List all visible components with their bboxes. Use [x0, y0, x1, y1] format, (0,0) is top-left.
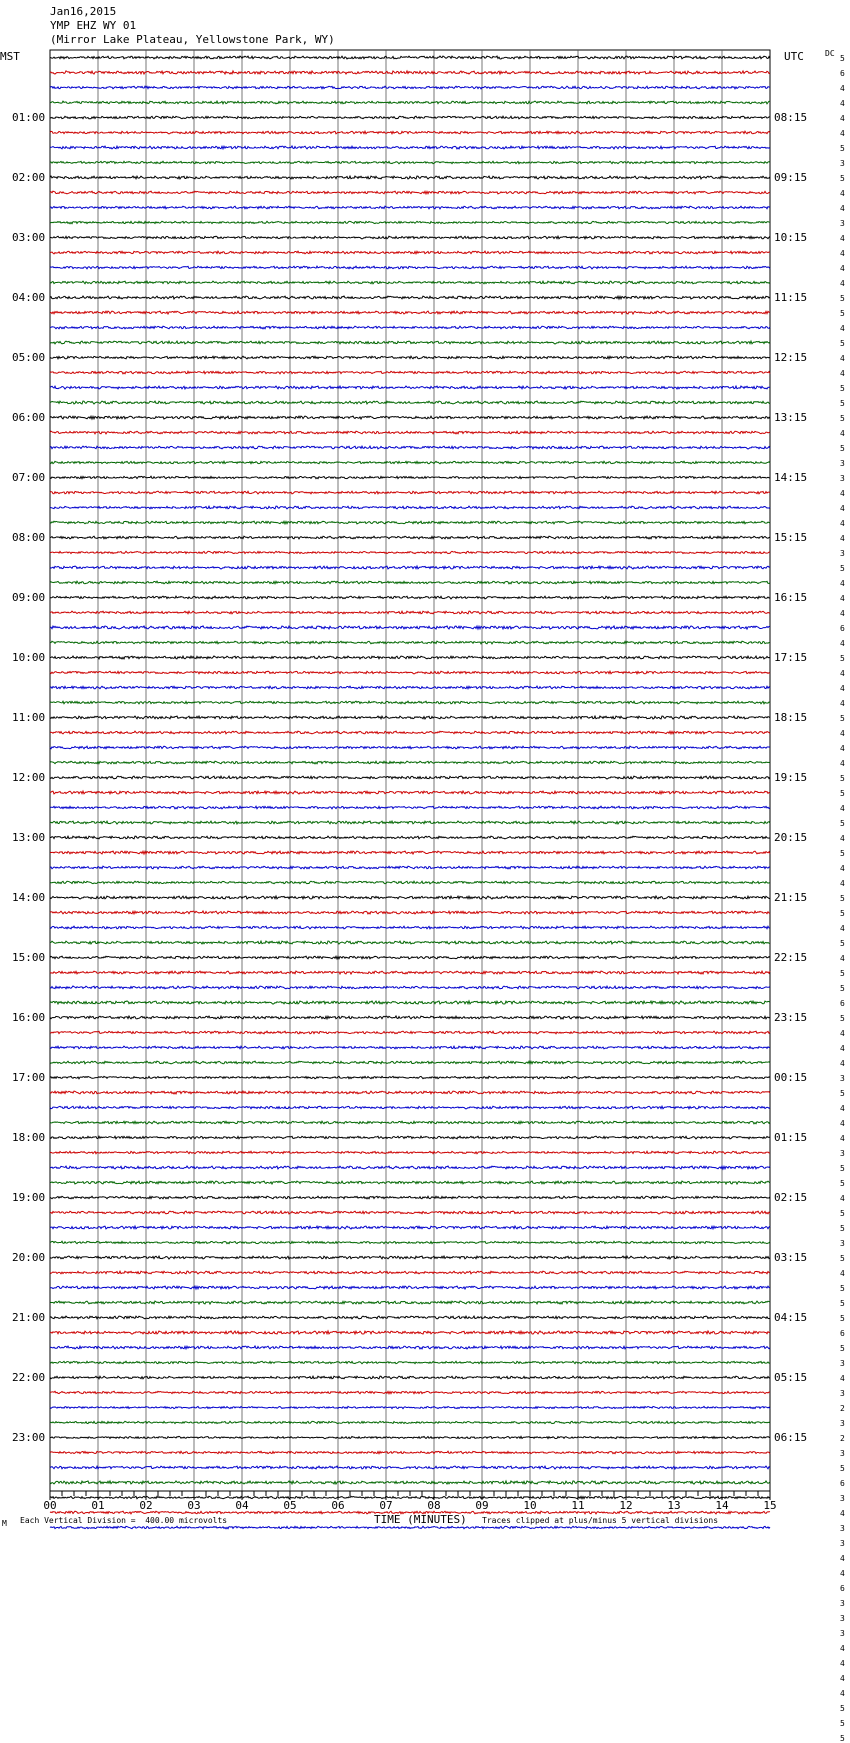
- dc-offset-value: 5: [840, 1163, 845, 1173]
- right-hour-label: 17:15: [774, 650, 808, 664]
- seismic-trace: [50, 686, 770, 689]
- seismic-trace: [50, 971, 770, 974]
- station-location: (Mirror Lake Plateau, Yellowstone Park, WY): [50, 33, 335, 46]
- seismic-trace: [50, 1151, 770, 1154]
- x-tick-label: 09: [475, 1499, 489, 1512]
- seismic-trace: [50, 551, 770, 553]
- dc-offset-value: 3: [840, 1148, 845, 1158]
- dc-offset-value: 3: [840, 473, 845, 483]
- dc-offset-value: 6: [840, 623, 845, 633]
- seismic-trace: [50, 56, 770, 59]
- dc-offset-value: 4: [840, 1658, 845, 1668]
- seismic-trace: [50, 656, 770, 659]
- dc-offset-value: 5: [840, 1283, 845, 1293]
- dc-offset-value: 5: [840, 1343, 845, 1353]
- dc-offset-value: 4: [840, 833, 845, 843]
- dc-offset-value: 3: [840, 218, 845, 228]
- seismic-trace: [50, 461, 770, 464]
- seismic-trace: [50, 1031, 770, 1034]
- right-hour-label: 14:15: [774, 470, 808, 484]
- dc-offset-value: 3: [840, 1613, 845, 1623]
- seismic-trace: [50, 1076, 770, 1078]
- seismic-trace: [50, 491, 770, 494]
- x-tick-label: 02: [139, 1499, 153, 1512]
- seismic-trace: [50, 1421, 770, 1423]
- dc-offset-value: 4: [840, 638, 845, 648]
- seismic-trace: [50, 1256, 770, 1259]
- dc-offset-value: 5: [840, 1718, 845, 1728]
- dc-offset-value: 5: [840, 398, 845, 408]
- dc-offset-value: 6: [840, 1583, 845, 1593]
- right-hour-label: 00:15: [774, 1070, 808, 1084]
- right-hour-label: 18:15: [774, 710, 808, 724]
- dc-offset-value: 3: [840, 1523, 845, 1533]
- dc-offset-value: 3: [840, 1448, 845, 1458]
- dc-offset-value: 5: [840, 338, 845, 348]
- dc-offset-value: 5: [840, 908, 845, 918]
- seismic-trace: [50, 401, 770, 404]
- dc-offset-value: 3: [840, 458, 845, 468]
- dc-offset-value: 5: [840, 413, 845, 423]
- right-hour-label: 20:15: [774, 830, 808, 844]
- seismic-trace: [50, 1451, 770, 1453]
- dc-offset-value: 4: [840, 608, 845, 618]
- seismic-trace: [50, 71, 770, 74]
- right-hour-label: 08:15: [774, 110, 808, 124]
- right-hour-label: 22:15: [774, 950, 808, 964]
- left-hour-label: 08:00: [12, 530, 46, 544]
- seismic-trace: [50, 1091, 770, 1094]
- dc-offset-value: 4: [840, 1553, 845, 1563]
- left-hour-label: 15:00: [12, 950, 46, 964]
- dc-offset-value: 3: [840, 1628, 845, 1638]
- dc-offset-value: 4: [840, 503, 845, 513]
- dc-offset-value: 5: [840, 443, 845, 453]
- seismic-trace: [50, 641, 770, 644]
- dc-offset-value: 5: [840, 1733, 845, 1743]
- dc-offset-value: 5: [840, 1013, 845, 1023]
- seismic-trace: [50, 221, 770, 224]
- seismic-trace: [50, 566, 770, 569]
- dc-offset-value: 5: [840, 938, 845, 948]
- seismic-trace: [50, 701, 770, 704]
- left-hour-label: 01:00: [12, 110, 46, 124]
- seismic-trace: [50, 821, 770, 824]
- seismic-trace: [50, 896, 770, 899]
- seismic-trace: [50, 131, 770, 134]
- seismic-trace: [50, 101, 770, 104]
- left-hour-label: 03:00: [12, 230, 46, 244]
- right-hour-label: 23:15: [774, 1010, 808, 1024]
- dc-offset-value: 4: [840, 368, 845, 378]
- seismic-trace: [50, 266, 770, 269]
- dc-offset-value: 6: [840, 998, 845, 1008]
- right-hour-label: 13:15: [774, 410, 808, 424]
- seismic-trace: [50, 956, 770, 959]
- seismic-trace: [50, 191, 770, 194]
- seismic-trace: [50, 761, 770, 764]
- dc-offset-value: 4: [840, 803, 845, 813]
- dc-offset-value: 2: [840, 1403, 845, 1413]
- record-date: Jan16,2015: [50, 5, 117, 18]
- seismic-trace: [50, 806, 770, 809]
- seismic-trace: [50, 731, 770, 734]
- x-axis-title: TIME (MINUTES): [374, 1513, 467, 1526]
- x-tick-label: 13: [667, 1499, 681, 1512]
- seismic-trace: [50, 926, 770, 929]
- dc-offset-value: 4: [840, 668, 845, 678]
- dc-offset-value: 4: [840, 698, 845, 708]
- x-tick-label: 05: [283, 1499, 297, 1512]
- right-timezone-label: UTC: [784, 50, 804, 63]
- dc-offset-value: 5: [840, 773, 845, 783]
- left-hour-label: 22:00: [12, 1370, 46, 1384]
- seismic-trace: [50, 311, 770, 314]
- seismic-trace: [50, 1226, 770, 1229]
- seismic-trace: [50, 356, 770, 359]
- seismic-trace: [50, 1241, 770, 1243]
- dc-offset-value: 4: [840, 263, 845, 273]
- dc-offset-value: 4: [840, 1673, 845, 1683]
- seismic-trace: [50, 1496, 770, 1499]
- dc-offset-value: 4: [840, 1193, 845, 1203]
- dc-offset-value: 4: [840, 323, 845, 333]
- seismic-trace: [50, 776, 770, 779]
- left-timezone-label: MST: [0, 50, 20, 63]
- dc-offset-value: 5: [840, 143, 845, 153]
- dc-offset-value: 4: [840, 593, 845, 603]
- seismic-trace: [50, 536, 770, 539]
- seismic-trace: [50, 1526, 770, 1529]
- seismic-trace: [50, 1436, 770, 1438]
- seismic-trace: [50, 626, 770, 629]
- dc-offset-value: 5: [840, 1178, 845, 1188]
- seismic-trace: [50, 446, 770, 449]
- right-hour-label: 03:15: [774, 1250, 808, 1264]
- dc-offset-value: 4: [840, 1133, 845, 1143]
- right-hour-label: 12:15: [774, 350, 808, 364]
- x-tick-label: 11: [571, 1499, 585, 1512]
- dc-offset-value: 3: [840, 1418, 845, 1428]
- dc-offset-value: 4: [840, 98, 845, 108]
- seismic-trace: [50, 146, 770, 149]
- left-hour-label: 10:00: [12, 650, 46, 664]
- dc-offset-value: 5: [840, 893, 845, 903]
- seismic-trace: [50, 791, 770, 794]
- dc-offset-value: 4: [840, 878, 845, 888]
- seismic-trace: [50, 1331, 770, 1334]
- seismic-trace: [50, 1286, 770, 1289]
- seismic-trace: [50, 386, 770, 389]
- right-hour-label: 19:15: [774, 770, 808, 784]
- seismic-trace: [50, 1391, 770, 1394]
- dc-offset-value: 5: [840, 563, 845, 573]
- seismic-trace: [50, 1196, 770, 1199]
- dc-offset-value: 4: [840, 1268, 845, 1278]
- dc-offset-value: 4: [840, 428, 845, 438]
- clip-note: Traces clipped at plus/minus 5 vertical divisions: [482, 1516, 719, 1525]
- dc-offset-value: 4: [840, 1103, 845, 1113]
- left-hour-label: 20:00: [12, 1250, 46, 1264]
- x-tick-label: 10: [523, 1499, 537, 1512]
- dc-offset-value: 3: [840, 1358, 845, 1368]
- seismic-trace: [50, 431, 770, 434]
- dc-offset-value: 4: [840, 518, 845, 528]
- station-code: YMP EHZ WY 01: [50, 19, 137, 32]
- dc-offset-value: 4: [840, 488, 845, 498]
- dc-offset-value: 4: [840, 1688, 845, 1698]
- dc-offset-value: 5: [840, 1313, 845, 1323]
- seismic-trace: [50, 416, 770, 419]
- left-hour-label: 23:00: [12, 1430, 46, 1444]
- seismic-trace: [50, 341, 770, 344]
- dc-offset-value: 4: [840, 1568, 845, 1578]
- seismic-trace: [50, 206, 770, 209]
- dc-offset-value: 4: [840, 203, 845, 213]
- dc-offset-value: 3: [840, 1493, 845, 1503]
- left-hour-label: 02:00: [12, 170, 46, 184]
- dc-offset-value: 5: [840, 1463, 845, 1473]
- seismic-trace: [50, 941, 770, 944]
- left-hour-label: 12:00: [12, 770, 46, 784]
- dc-offset-value: 4: [840, 248, 845, 258]
- dc-offset-value: 5: [840, 383, 845, 393]
- seismic-trace: [50, 1406, 770, 1408]
- seismic-trace: [50, 836, 770, 839]
- dc-offset-value: 3: [840, 548, 845, 558]
- dc-offset-value: 4: [840, 683, 845, 693]
- seismic-trace: [50, 1046, 770, 1049]
- seismic-trace: [50, 1121, 770, 1124]
- dc-offset-value: 3: [840, 1238, 845, 1248]
- right-hour-label: 01:15: [774, 1130, 808, 1144]
- seismic-trace: [50, 161, 770, 164]
- dc-offset-value: 4: [840, 83, 845, 93]
- x-tick-label: 08: [427, 1499, 441, 1512]
- left-hour-label: 09:00: [12, 590, 46, 604]
- left-hour-label: 14:00: [12, 890, 46, 904]
- dc-offset-value: 5: [840, 1703, 845, 1713]
- dc-offset-value: 4: [840, 728, 845, 738]
- dc-offset-value: 4: [840, 1043, 845, 1053]
- left-hour-label: 11:00: [12, 710, 46, 724]
- seismic-trace: [50, 521, 770, 524]
- seismic-trace: [50, 611, 770, 614]
- seismic-trace: [50, 1136, 770, 1139]
- dc-offset-value: 6: [840, 68, 845, 78]
- dc-offset-value: 3: [840, 1598, 845, 1608]
- seismic-trace: [50, 1361, 770, 1364]
- right-hour-label: 06:15: [774, 1430, 808, 1444]
- dc-offset-value: 4: [840, 743, 845, 753]
- seismic-trace: [50, 851, 770, 854]
- dc-offset-value: 4: [840, 758, 845, 768]
- seismic-trace: [50, 746, 770, 749]
- seismic-trace: [50, 671, 770, 674]
- right-hour-label: 15:15: [774, 530, 808, 544]
- corner-mark: M: [2, 1519, 7, 1528]
- x-tick-label: 12: [619, 1499, 633, 1512]
- right-hour-label: 02:15: [774, 1190, 808, 1204]
- dc-offset-value: 6: [840, 1478, 845, 1488]
- dc-offset-value: 3: [840, 1538, 845, 1548]
- dc-offset-value: 4: [840, 533, 845, 543]
- dc-offset-value: 5: [840, 173, 845, 183]
- right-hour-label: 11:15: [774, 290, 808, 304]
- dc-offset-value: 5: [840, 1298, 845, 1308]
- seismic-trace: [50, 1466, 770, 1469]
- seismic-trace: [50, 1481, 770, 1484]
- dc-offset-value: 4: [840, 353, 845, 363]
- seismic-trace: [50, 476, 770, 478]
- dc-offset-value: 5: [840, 293, 845, 303]
- seismic-trace: [50, 986, 770, 989]
- seismic-trace: [50, 281, 770, 284]
- scale-note: Each Vertical Division = 400.00 microvolts: [20, 1516, 228, 1525]
- right-hour-label: 09:15: [774, 170, 808, 184]
- dc-offset-value: 4: [840, 1058, 845, 1068]
- seismic-trace: [50, 1376, 770, 1379]
- dc-offset-value: 2: [840, 1433, 845, 1443]
- dc-offset-value: 5: [840, 983, 845, 993]
- right-hour-label: 16:15: [774, 590, 808, 604]
- seismic-trace: [50, 1181, 770, 1184]
- left-hour-label: 16:00: [12, 1010, 46, 1024]
- seismic-trace: [50, 1271, 770, 1274]
- dc-offset-value: 5: [840, 653, 845, 663]
- x-tick-label: 00: [43, 1499, 57, 1512]
- seismic-trace: [50, 1016, 770, 1019]
- left-hour-label: 17:00: [12, 1070, 46, 1084]
- seismic-trace: [50, 911, 770, 914]
- seismic-trace: [50, 1061, 770, 1064]
- seismic-trace: [50, 596, 770, 599]
- left-hour-label: 04:00: [12, 290, 46, 304]
- dc-offset-value: 4: [840, 113, 845, 123]
- seismic-trace: [50, 1301, 770, 1304]
- dc-offset-value: 4: [840, 923, 845, 933]
- seismic-trace: [50, 1001, 770, 1004]
- x-tick-label: 04: [235, 1499, 249, 1512]
- dc-offset-value: 6: [840, 1328, 845, 1338]
- dc-offset-value: 4: [840, 863, 845, 873]
- left-hour-label: 05:00: [12, 350, 46, 364]
- dc-offset-value: 5: [840, 968, 845, 978]
- dc-offset-value: 3: [840, 158, 845, 168]
- x-tick-label: 15: [763, 1499, 777, 1512]
- dc-offset-value: 4: [840, 578, 845, 588]
- dc-offset-value: 5: [840, 1208, 845, 1218]
- right-hour-label: 04:15: [774, 1310, 808, 1324]
- seismic-trace: [50, 86, 770, 89]
- dc-offset-value: 4: [840, 1643, 845, 1653]
- dc-offset-header: DC: [825, 49, 835, 58]
- dc-offset-value: 5: [840, 53, 845, 63]
- seismic-trace: [50, 881, 770, 884]
- dc-offset-value: 3: [840, 1073, 845, 1083]
- dc-offset-value: 4: [840, 188, 845, 198]
- right-hour-label: 10:15: [774, 230, 808, 244]
- x-tick-label: 06: [331, 1499, 345, 1512]
- dc-offset-value: 4: [840, 1373, 845, 1383]
- dc-offset-value: 4: [840, 233, 845, 243]
- seismic-trace: [50, 116, 770, 119]
- dc-offset-value: 4: [840, 1508, 845, 1518]
- dc-offset-value: 5: [840, 308, 845, 318]
- dc-offset-value: 4: [840, 278, 845, 288]
- left-hour-label: 21:00: [12, 1310, 46, 1324]
- dc-offset-value: 5: [840, 713, 845, 723]
- dc-offset-value: 5: [840, 1253, 845, 1263]
- seismic-trace: [50, 1166, 770, 1169]
- seismic-trace: [50, 326, 770, 329]
- seismic-trace: [50, 236, 770, 239]
- left-hour-label: 07:00: [12, 470, 46, 484]
- dc-offset-value: 5: [840, 1088, 845, 1098]
- dc-offset-value: 5: [840, 788, 845, 798]
- dc-offset-value: 5: [840, 848, 845, 858]
- seismic-trace: [50, 371, 770, 374]
- dc-offset-value: 3: [840, 1388, 845, 1398]
- dc-offset-value: 5: [840, 818, 845, 828]
- dc-offset-value: 5: [840, 1223, 845, 1233]
- seismic-trace: [50, 716, 770, 719]
- x-tick-label: 01: [91, 1499, 105, 1512]
- seismic-trace: [50, 1106, 770, 1109]
- x-tick-label: 03: [187, 1499, 201, 1512]
- dc-offset-value: 4: [840, 128, 845, 138]
- seismic-trace: [50, 251, 770, 254]
- dc-offset-value: 4: [840, 1118, 845, 1128]
- left-hour-label: 13:00: [12, 830, 46, 844]
- left-hour-label: 19:00: [12, 1190, 46, 1204]
- seismic-trace: [50, 1316, 770, 1319]
- seismic-trace: [50, 581, 770, 584]
- seismic-trace: [50, 506, 770, 509]
- left-hour-label: 18:00: [12, 1130, 46, 1144]
- seismic-trace: [50, 866, 770, 869]
- right-hour-label: 05:15: [774, 1370, 808, 1384]
- seismic-trace: [50, 296, 770, 299]
- dc-offset-value: 4: [840, 1028, 845, 1038]
- dc-offset-value: 4: [840, 953, 845, 963]
- seismic-trace: [50, 1211, 770, 1214]
- left-hour-label: 06:00: [12, 410, 46, 424]
- right-hour-label: 21:15: [774, 890, 808, 904]
- seismic-trace: [50, 1346, 770, 1349]
- x-tick-label: 14: [715, 1499, 729, 1512]
- x-tick-label: 07: [379, 1499, 393, 1512]
- seismic-trace: [50, 176, 770, 179]
